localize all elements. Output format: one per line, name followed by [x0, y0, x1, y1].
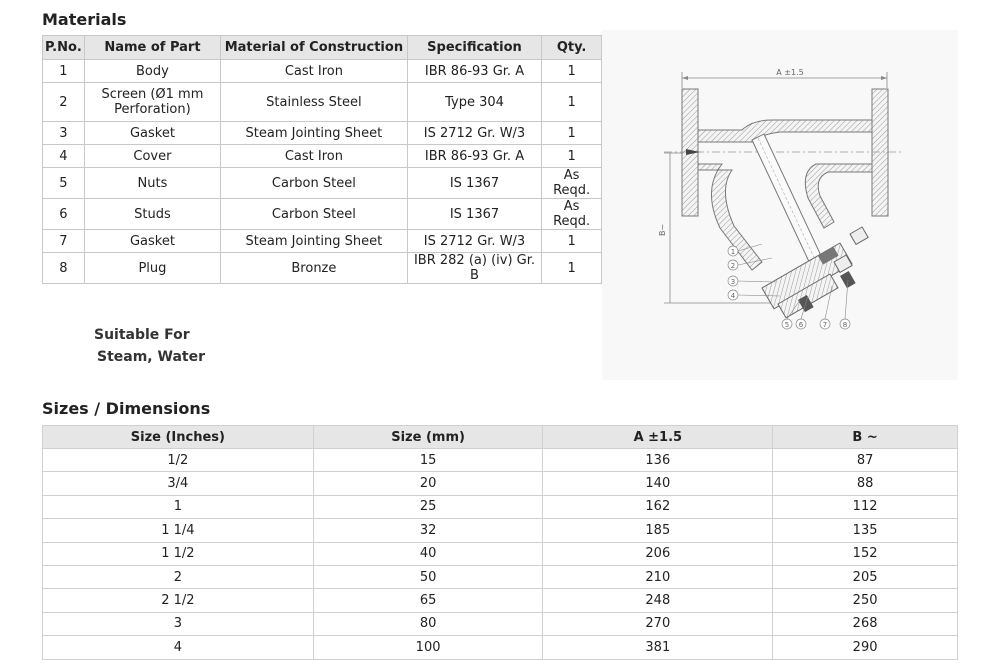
cell: 40	[313, 542, 543, 565]
cell: 1	[542, 253, 602, 284]
callout-6: 6	[798, 321, 804, 329]
cell: Bronze	[221, 253, 408, 284]
suitable-for-note	[94, 324, 205, 368]
cell: IBR 86-93 Gr. A	[407, 60, 541, 83]
cell: 1 1/2	[43, 542, 314, 565]
table-row	[43, 253, 602, 284]
cell: 268	[773, 612, 958, 635]
strainer-drawing	[602, 30, 958, 380]
cell: 185	[543, 519, 773, 542]
cell: 1	[542, 60, 602, 83]
table-row	[43, 122, 602, 145]
cell: Cast Iron	[221, 145, 408, 168]
table-row	[43, 449, 958, 472]
callout-7: 7	[822, 321, 828, 329]
table-row	[43, 168, 602, 199]
dimension-a-label: A ±1.5	[776, 68, 804, 77]
cell: 6	[43, 199, 85, 230]
cell: Carbon Steel	[221, 168, 408, 199]
table-row	[43, 472, 958, 495]
callout-2: 2	[730, 262, 736, 270]
table-row	[43, 612, 958, 635]
callout-1: 1	[730, 248, 736, 256]
cell: 4	[43, 145, 85, 168]
cell: Screen (Ø1 mm Perforation)	[84, 83, 220, 122]
cell: 32	[313, 519, 543, 542]
cell: 1/2	[43, 449, 314, 472]
cell: 1	[43, 60, 85, 83]
callout-5: 5	[784, 321, 790, 329]
cell: 270	[543, 612, 773, 635]
cell: Gasket	[84, 230, 220, 253]
header-qty: Qty.	[542, 36, 602, 60]
cell: 3	[43, 122, 85, 145]
materials-heading: Materials	[42, 10, 127, 29]
header-size-mm: Size (mm)	[313, 426, 543, 449]
table-row	[43, 60, 602, 83]
cell: 112	[773, 495, 958, 518]
cell: 87	[773, 449, 958, 472]
cell: IS 2712 Gr. W/3	[407, 230, 541, 253]
cell: IS 1367	[407, 199, 541, 230]
cover-assembly	[762, 227, 868, 318]
cell: 1	[542, 145, 602, 168]
cell: As Reqd.	[542, 168, 602, 199]
table-row	[43, 230, 602, 253]
cell: Studs	[84, 199, 220, 230]
callout-8: 8	[842, 321, 848, 329]
callout-4: 4	[730, 292, 736, 300]
table-row	[43, 636, 958, 659]
cell: 5	[43, 168, 85, 199]
table-row	[43, 565, 958, 588]
header-a: A ±1.5	[543, 426, 773, 449]
cell: 20	[313, 472, 543, 495]
header-specification: Specification	[407, 36, 541, 60]
cell: 152	[773, 542, 958, 565]
cell: 50	[313, 565, 543, 588]
cell: 65	[313, 589, 543, 612]
cell: 135	[773, 519, 958, 542]
table-row	[43, 83, 602, 122]
cell: 210	[543, 565, 773, 588]
cell: Steam Jointing Sheet	[221, 230, 408, 253]
cell: 1	[43, 495, 314, 518]
cell: Steam Jointing Sheet	[221, 122, 408, 145]
cell: 8	[43, 253, 85, 284]
cell: Cover	[84, 145, 220, 168]
header-pno: P.No.	[43, 36, 85, 60]
cell: 7	[43, 230, 85, 253]
cell: 1	[542, 230, 602, 253]
dimension-a	[682, 68, 887, 88]
cell: 2	[43, 565, 314, 588]
cell: 1	[542, 122, 602, 145]
cell: 1 1/4	[43, 519, 314, 542]
cell: 2	[43, 83, 85, 122]
cell: IS 1367	[407, 168, 541, 199]
table-row	[43, 145, 602, 168]
cell: 248	[543, 589, 773, 612]
dimensions-table	[42, 425, 958, 660]
cell: 88	[773, 472, 958, 495]
table-row	[43, 199, 602, 230]
cell: Body	[84, 60, 220, 83]
body-upper-wall	[698, 120, 872, 142]
cell: 25	[313, 495, 543, 518]
cell: Type 304	[407, 83, 541, 122]
table-row	[43, 542, 958, 565]
cell: 205	[773, 565, 958, 588]
header-material: Material of Construction	[221, 36, 408, 60]
header-b: B ~	[773, 426, 958, 449]
cell: Gasket	[84, 122, 220, 145]
cell: 290	[773, 636, 958, 659]
outlet-flange	[872, 89, 888, 216]
body-lower-right-wall	[805, 164, 872, 228]
header-name-of-part: Name of Part	[84, 36, 220, 60]
cell: 250	[773, 589, 958, 612]
cell: Cast Iron	[221, 60, 408, 83]
strainer-drawing-svg	[602, 30, 958, 380]
suitable-for-media: Steam, Water	[97, 349, 205, 365]
dimensions-header-row	[43, 426, 958, 449]
cell: Carbon Steel	[221, 199, 408, 230]
callout-3: 3	[730, 278, 736, 286]
materials-header-row	[43, 36, 602, 60]
cell: 162	[543, 495, 773, 518]
cell: 140	[543, 472, 773, 495]
dimensions-heading: Sizes / Dimensions	[42, 399, 211, 418]
cell: Stainless Steel	[221, 83, 408, 122]
cell: 15	[313, 449, 543, 472]
cell: 100	[313, 636, 543, 659]
cell: 206	[543, 542, 773, 565]
cell: IS 2712 Gr. W/3	[407, 122, 541, 145]
cell: 2 1/2	[43, 589, 314, 612]
dimension-b-label: B~	[658, 223, 667, 236]
cell: 80	[313, 612, 543, 635]
cell: 3/4	[43, 472, 314, 495]
cell: IBR 282 (a) (iv) Gr. B	[407, 253, 541, 284]
header-size-inches: Size (Inches)	[43, 426, 314, 449]
cell: Plug	[84, 253, 220, 284]
cell: Nuts	[84, 168, 220, 199]
cell: As Reqd.	[542, 199, 602, 230]
table-row	[43, 495, 958, 518]
suitable-for-label: Suitable For	[94, 327, 190, 343]
cell: 136	[543, 449, 773, 472]
cell: IBR 86-93 Gr. A	[407, 145, 541, 168]
cell: 1	[542, 83, 602, 122]
materials-table	[42, 35, 602, 284]
table-row	[43, 589, 958, 612]
cell: 381	[543, 636, 773, 659]
cell: 4	[43, 636, 314, 659]
cell: 3	[43, 612, 314, 635]
table-row	[43, 519, 958, 542]
